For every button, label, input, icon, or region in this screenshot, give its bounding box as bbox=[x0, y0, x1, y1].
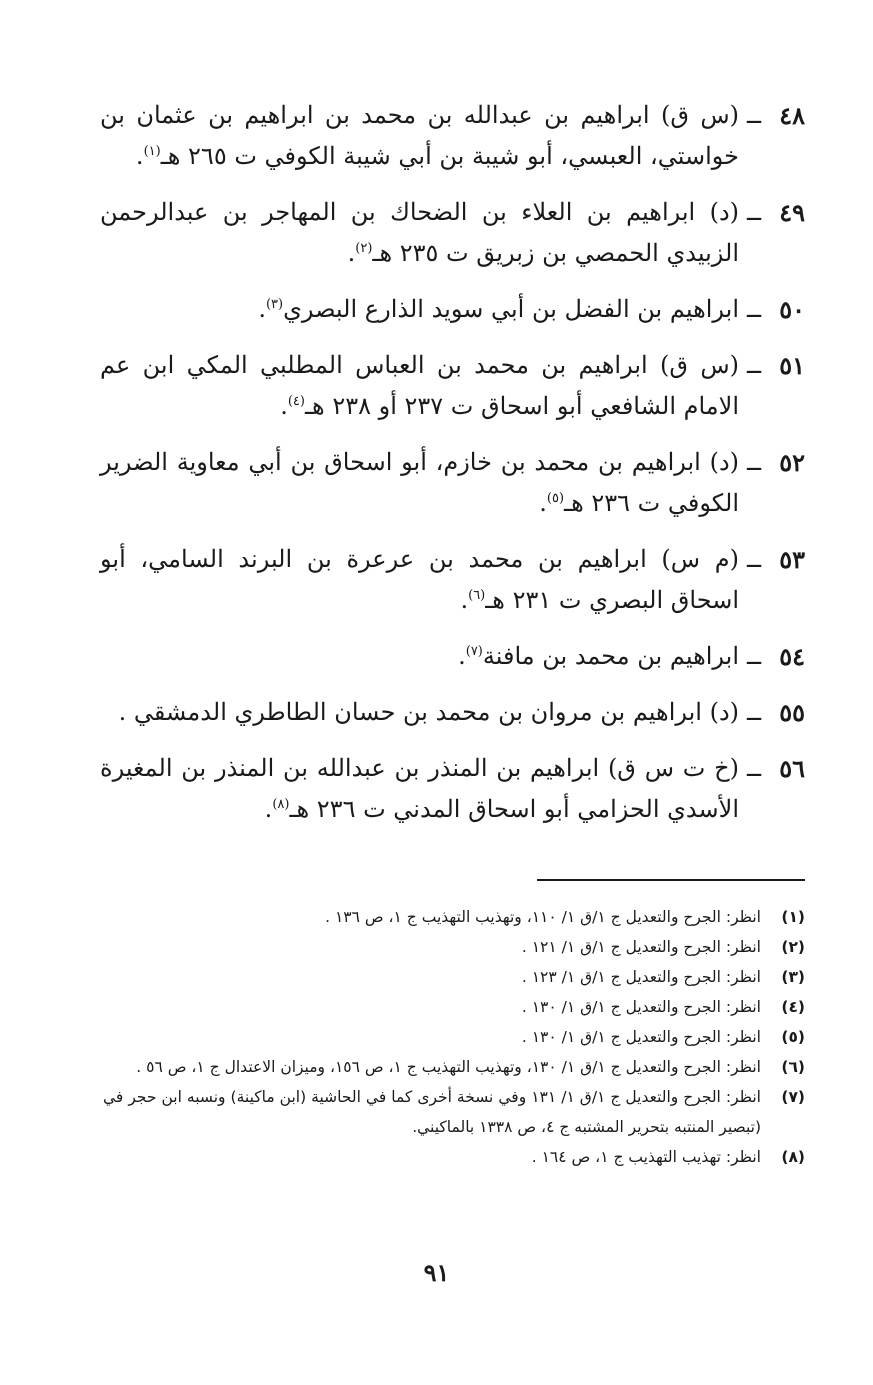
footnote-ref: (٧) bbox=[465, 644, 483, 659]
entry-number: ٥٢ bbox=[779, 448, 805, 477]
footnote-text: انظر: الجرح والتعديل ج ١/ق ١/ ١٣٠، وتهذيب التهذيب ج ١، ص ١٥٦، وميزان الاعتدال ج ١، ص ٥٦ . bbox=[136, 1058, 761, 1076]
entry-number: ٥٤ bbox=[779, 642, 805, 671]
entry-dash: ــ bbox=[746, 754, 762, 782]
footnote bbox=[103, 962, 805, 992]
footnote-ref: (٥) bbox=[546, 491, 565, 506]
entry-dash: ــ bbox=[746, 545, 762, 573]
entry-52 bbox=[100, 442, 805, 524]
narrator-entries bbox=[100, 95, 805, 830]
entry-text: (س ق) ابراهيم بن محمد بن العباس المطلبي المكي ابن عم الامام الشافعي أبو اسحاق ت ٢٣٧ أو ٢٣٨ هـ$^{(٤)}$. bbox=[100, 351, 739, 420]
entry-text: ابراهيم بن محمد بن مافنة$^{(٧)}$. bbox=[458, 642, 739, 670]
footnote bbox=[103, 992, 805, 1022]
footnote bbox=[103, 1142, 805, 1172]
entry-number: ٥٥ bbox=[779, 698, 805, 727]
entry-number: ٤٨ bbox=[779, 101, 805, 130]
footnote-text: انظر: الجرح والتعديل ج ١/ق ١/ ١١٠، وتهذيب التهذيب ج ١، ص ١٣٦ . bbox=[325, 908, 761, 926]
footnote-number: (٢) bbox=[781, 938, 805, 956]
footnote bbox=[103, 1022, 805, 1052]
entry-dash: ــ bbox=[746, 101, 762, 129]
footnote-number: (٦) bbox=[781, 1058, 805, 1076]
entry-dash: ــ bbox=[746, 698, 762, 726]
footnote-number: (٧) bbox=[781, 1088, 805, 1106]
entry-dash: ــ bbox=[746, 642, 762, 670]
entry-text: (د) ابراهيم بن العلاء بن الضحاك بن المهاجر بن عبدالرحمن الزبيدي الحمصي بن زبريق ت ٢٣٥ هـ$^{(٢)}$. bbox=[100, 198, 739, 267]
entry-53 bbox=[100, 539, 805, 621]
footnote bbox=[103, 902, 805, 932]
footnote bbox=[103, 1052, 805, 1082]
entry-number: ٥١ bbox=[779, 351, 805, 380]
entry-dash: ــ bbox=[746, 448, 762, 476]
entry-51 bbox=[100, 345, 805, 427]
entry-text: (س ق) ابراهيم بن عبدالله بن محمد بن ابراهيم بن عثمان بن خواستي، العبسي، أبو شيبة بن أبي شيبة الكوفي ت ٢٦٥ هـ$^{(١)}$. bbox=[100, 101, 739, 170]
footnote-text: انظر: الجرح والتعديل ج ١/ق ١/ ١٣٠ . bbox=[521, 998, 761, 1016]
entry-48 bbox=[100, 95, 805, 177]
footnote-number: (٥) bbox=[781, 1028, 805, 1046]
footnote-ref: (٢) bbox=[355, 241, 373, 256]
entry-55 bbox=[100, 692, 805, 733]
footnote-ref: (٣) bbox=[265, 297, 284, 312]
entry-text: (د) ابراهيم بن مروان بن محمد بن حسان الطاطري الدمشقي . bbox=[118, 698, 739, 726]
footnote-number: (٤) bbox=[781, 998, 805, 1016]
entry-56 bbox=[100, 748, 805, 830]
entry-dash: ــ bbox=[746, 198, 762, 226]
entry-number: ٤٩ bbox=[779, 198, 805, 227]
entry-text: (م س) ابراهيم بن محمد بن عرعرة بن البرند السامي، أبو اسحاق البصري ت ٢٣١ هـ$^{(٦)}$. bbox=[100, 545, 739, 614]
entry-54 bbox=[100, 636, 805, 677]
entry-text: ابراهيم بن الفضل بن أبي سويد الذارع البصري$^{(٣)}$. bbox=[258, 295, 739, 323]
entry-50 bbox=[100, 289, 805, 330]
footnote-ref: (٤) bbox=[287, 394, 305, 409]
entry-number: ٥٣ bbox=[779, 545, 805, 574]
entry-text: (خ ت س ق) ابراهيم بن المنذر بن عبدالله بن المنذر بن المغيرة الأسدي الحزامي أبو اسحاق المدني ت ٢٣٦ هـ$^{(٨)}$. bbox=[100, 754, 739, 823]
footnote-text: انظر: تهذيب التهذيب ج ١، ص ١٦٤ . bbox=[531, 1148, 761, 1166]
footnote-number: (٨) bbox=[781, 1148, 805, 1166]
footnote-separator bbox=[537, 879, 805, 881]
footnote bbox=[103, 932, 805, 962]
footnote-number: (٣) bbox=[781, 968, 805, 986]
footnote-ref: (٨) bbox=[272, 797, 290, 812]
entry-number: ٥٦ bbox=[779, 754, 805, 783]
entry-49 bbox=[100, 192, 805, 274]
footnote bbox=[103, 1082, 805, 1142]
entry-dash: ــ bbox=[746, 295, 762, 323]
footnote-text: انظر: الجرح والتعديل ج ١/ق ١/ ١٣١ وفي نسخة أخرى كما في الحاشية (ابن ماكينة) ونسبه ابن حجر في (تبصير المنتبه بتحرير المشتبه ج ٤، ص ١٣٣٨ بالماكيني. bbox=[103, 1088, 761, 1136]
footnote-text: انظر: الجرح والتعديل ج ١/ق ١/ ١٣٠ . bbox=[521, 1028, 761, 1046]
footnote-text: انظر: الجرح والتعديل ج ١/ق ١/ ١٢٣ . bbox=[521, 968, 761, 986]
footnotes bbox=[103, 902, 805, 1172]
entry-dash: ــ bbox=[746, 351, 762, 379]
footnote-number: (١) bbox=[781, 908, 805, 926]
entry-text: (د) ابراهيم بن محمد بن خازم، أبو اسحاق بن أبي معاوية الضرير الكوفي ت ٢٣٦ هـ$^{(٥)}$. bbox=[100, 448, 739, 517]
footnote-text: انظر: الجرح والتعديل ج ١/ق ١/ ١٢١ . bbox=[521, 938, 761, 956]
footnote-ref: (١) bbox=[143, 144, 161, 159]
page-number: ٩١ bbox=[423, 1258, 450, 1287]
footnote-ref: (٦) bbox=[468, 588, 486, 603]
entry-number: ٥٠ bbox=[779, 295, 805, 324]
